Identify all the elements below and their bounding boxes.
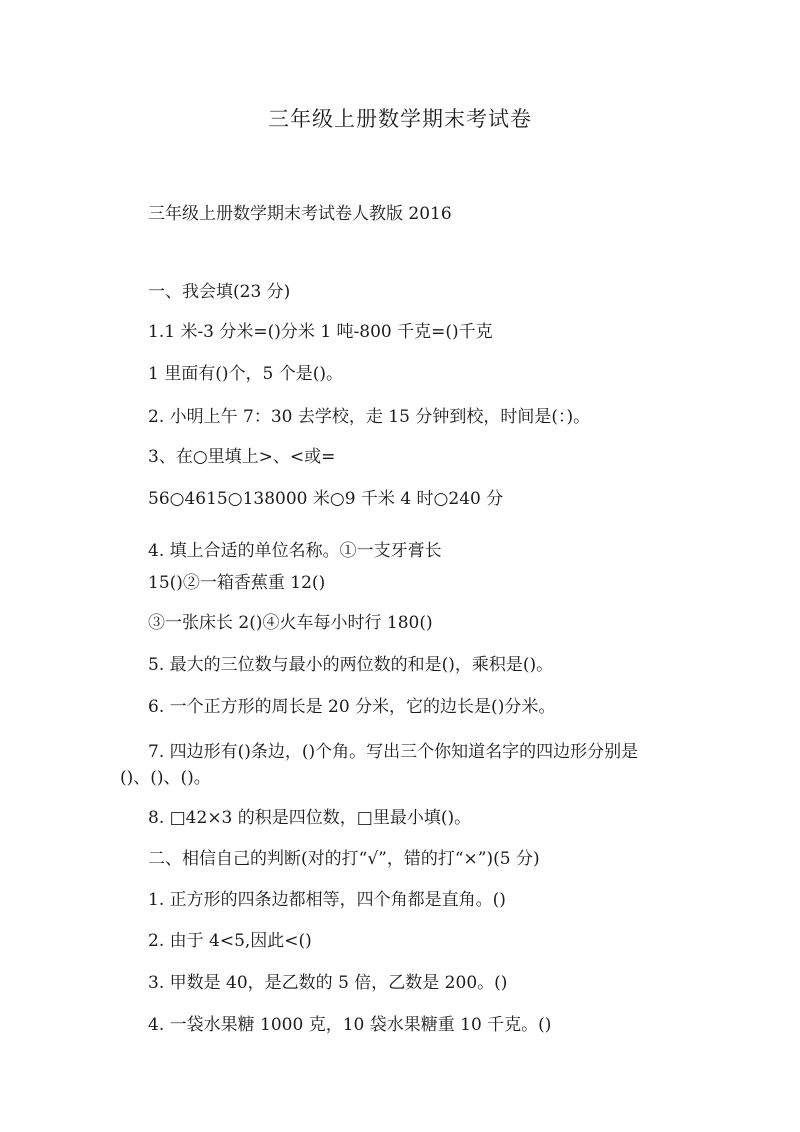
question-line: 15()②一箱香蕉重 12() (148, 573, 326, 593)
question-line: 4. 一袋水果糖 1000 克，10 袋水果糖重 10 千克。() (148, 1015, 552, 1035)
question-line: 3. 甲数是 40，是乙数的 5 倍，乙数是 200。() (148, 973, 508, 993)
question-line: 6. 一个正方形的周长是 20 分米，它的边长是()分米。 (148, 697, 556, 717)
question-line: 2. 小明上午 7：30 去学校，走 15 分钟到校，时间是(：)。 (148, 407, 591, 427)
page-title: 三年级上册数学期末考试卷 (268, 107, 532, 131)
question-line: 1. 正方形的四条边都相等，四个角都是直角。() (148, 890, 506, 910)
section-heading-judge: 二、相信自己的判断(对的打“√”，错的打“×”)(5 分) (148, 849, 540, 869)
question-line: 8. □42×3 的积是四位数，□里最小填()。 (148, 808, 472, 828)
question-line: 1.1 米-3 分米=()分米 1 吨-800 千克=()千克 (148, 322, 493, 342)
question-line: 2. 由于 4<5,因此<() (148, 931, 312, 951)
question-line-continued: ()、()、()。 (120, 768, 211, 788)
question-line: ③一张床长 2()④火车每小时行 180() (148, 613, 433, 633)
section-heading-fill: 一、我会填(23 分) (148, 282, 291, 302)
subtitle: 三年级上册数学期末考试卷人教版 2016 (148, 204, 452, 224)
question-line: 4. 填上合适的单位名称。①一支牙膏长 (148, 541, 442, 561)
question-line: 7. 四边形有()条边，()个角。写出三个你知道名字的四边形分别是 (148, 742, 639, 762)
question-line: 1 里面有()个，5 个是()。 (148, 364, 343, 384)
question-line: 5. 最大的三位数与最小的两位数的和是()，乘积是()。 (148, 655, 554, 675)
question-line: 56○4615○138000 米○9 千米 4 时○240 分 (148, 489, 504, 509)
question-line: 3、在○里填上>、<或= (148, 447, 336, 467)
